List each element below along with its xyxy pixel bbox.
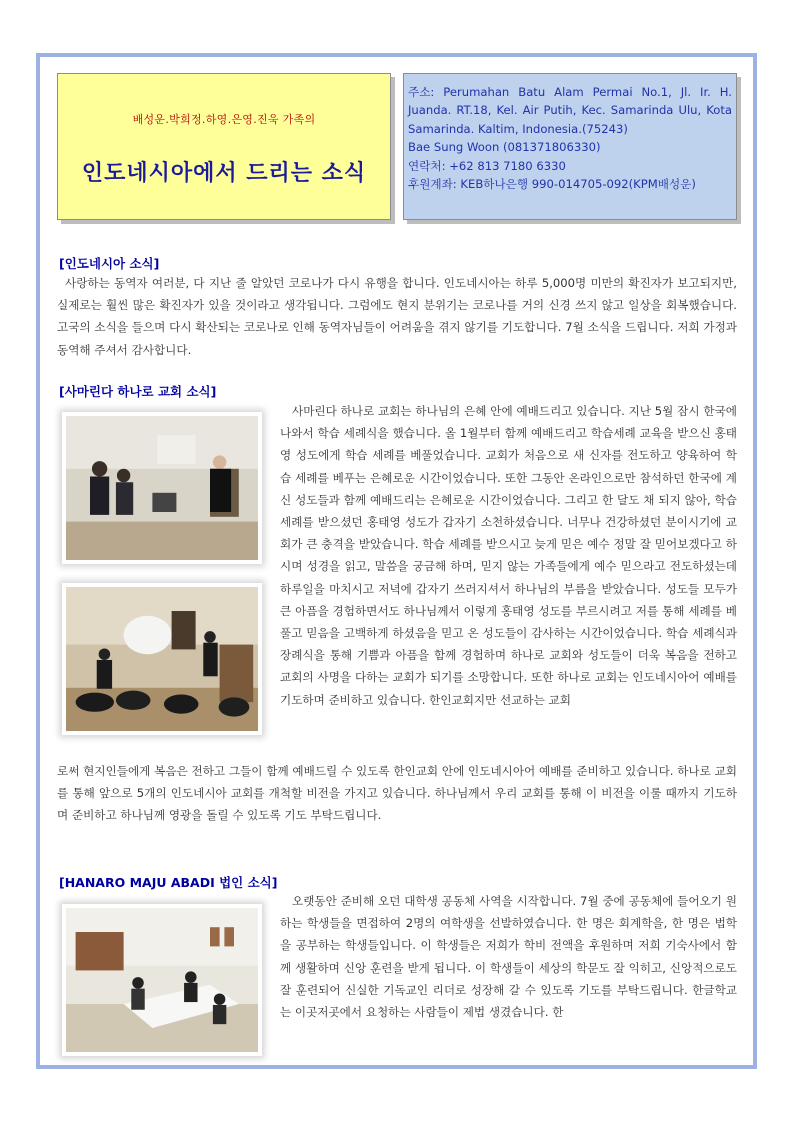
interview-scene-image — [66, 908, 258, 1052]
memorial-scene-image — [66, 587, 258, 731]
indonesia-news-paragraph: 사랑하는 동역자 여러분, 다 지난 줄 알았던 코로나가 다시 유행을 합니다. 인도네시아는 하루 5,000명 미만의 확진자가 보고되지만, 실제로는 훨씬 많은 확진자가 있을 것이라고 생각됩니다. 그럼에도 현지 분위기는 코로나를 거의 신경 쓰지 않고 일상을 회복했습니다. 고국의 소식을 들으며 다시 확산되는 코로나로 인해 동역자님들이 어려움을 겪지 않기를 기도합니다. 7월 소식을 드립니다. 저희 가정과 동역해 주셔서 감사합니다. — [57, 276, 737, 357]
family-names: 배성운.박희정.하영.은영.진욱 가족의 — [132, 113, 316, 126]
baptism-scene-image — [66, 416, 258, 560]
church-news-paragraph-continued: 로써 현지인들에게 복음은 전하고 그들이 함께 예배드릴 수 있도록 한인교회 안에 인도네시아어 예배를 준비하고 있습니다. 하나로 교회를 통해 앞으로 5개의 인도네시아 교회를 개척할 비전을 가지고 있습니다. 하나님께서 우리 교회를 통해 이 비전을 이룰 때까지 기도하며 준비하고 하나님께 영광을 돌릴 수 있도록 기도 부탁드립니다. — [57, 764, 737, 823]
name-phone-text: Bae Sung Woon (081371806330) — [408, 140, 601, 155]
contact-info-box — [403, 73, 737, 220]
student-interview-photo — [62, 904, 262, 1056]
phone-text: 연락처: +62 813 7180 6330 — [408, 158, 566, 173]
memorial-service-photo — [62, 583, 262, 735]
church-news-paragraph: 사마린다 하나로 교회는 하나님의 은혜 안에 예배드리고 있습니다. 지난 5월 잠시 한국에 나와서 학습 세례식을 했습니다. 올 1월부터 함께 예배드리고 학습세례 교육을 받으신 홍태영 성도에게 학습 세례를 베풀었습니다. 교회가 처음으로 새 신자를 전도하고 양육하여 학습 세례를 베푸는 은혜로운 시간이었습니다. 또한 그동안 온라인으로만 참석하던 한국에 계신 성도들과 함께 예배드리는 은혜로운 시간이었습니다. 그리고 한 달도 채 되지 않아, 학습 세례를 받으셨던 홍태영 성도가 갑자기 소천하셨습니다. 너무나 건강하셨던 분이시기에 교회가 큰 충격을 받았습니다. 학습 세례를 받으시고 늦게 믿은 예수 정말 잘 믿어보겠다고 하시며 성경을 읽고, 말씀을 궁금해 하며, 믿지 않는 가족들에게 예수 믿으라고 전도하셨는데 하루일을 마치시고 저녁에 갑자기 쓰러지셔서 하나님의 부름을 받았습니다. 성도들 모두가 큰 아픔을 경험하면서도 하나님께서 이렇게 홍태영 성도를 부르시려고 저를 통해 세례를 베풀고 믿음을 고백하게 하셨음을 믿고 온 성도들이 감사하는 시간이었습니다. 학습 세례식과 장례식을 통해 기쁨과 아픔을 함께 경험하며 하나로 교회와 성도들이 더욱 복음을 전하고 교회의 사명을 다하는 교회가 되기를 소망합니다. 또한 하나로 교회는 인도네시아어 예배를 기도하며 준비하고 있습니다. 한인교회지만 선교하는 교회 — [280, 404, 737, 707]
baptism-ceremony-photo — [62, 412, 262, 564]
bank-account-text: 후원계좌: KEB하나은행 990-014705-092(KPM배성운) — [408, 177, 696, 192]
section-title-church: [사마린다 하나로 교회 소식] — [59, 384, 217, 399]
section-title-hanaro: [HANARO MAJU ABADI 법인 소식] — [59, 875, 278, 890]
hanaro-news-paragraph: 오랫동안 준비해 오던 대학생 공동체 사역을 시작합니다. 7월 중에 공동체에 들어오기 원하는 학생들을 면접하여 2명의 여학생을 선발하였습니다. 한 명은 회계학을, 한 명은 법학을 공부하는 학생들입니다. 이 학생들은 저희가 학비 전액을 후원하며 저희 기숙사에서 함께 생활하며 신앙 훈련을 받게 됩니다. 이 학생들이 세상의 학문도 잘 익히고, 신앙적으로도 잘 훈련되어 신실한 기독교인 리더로 성장해 갈 수 있도록 기도를 부탁드립니다. 한글학교는 이곳저곳에서 요청하는 사람들이 제법 생겼습니다. 한 — [280, 894, 737, 1020]
newsletter-title-box — [57, 73, 391, 220]
address-text: 주소: Perumahan Batu Alam Permai No.1, Jl. Ir. H. Juanda. RT.18, Kel. Air Putih, Kec. Samarinda Ulu, Kota Samarinda. Kaltim, Indonesia.(75243) — [408, 85, 732, 136]
newsletter-headline: 인도네시아에서 드리는 소식 — [81, 161, 367, 186]
section-title-indonesia: [인도네시아 소식] — [59, 256, 160, 271]
